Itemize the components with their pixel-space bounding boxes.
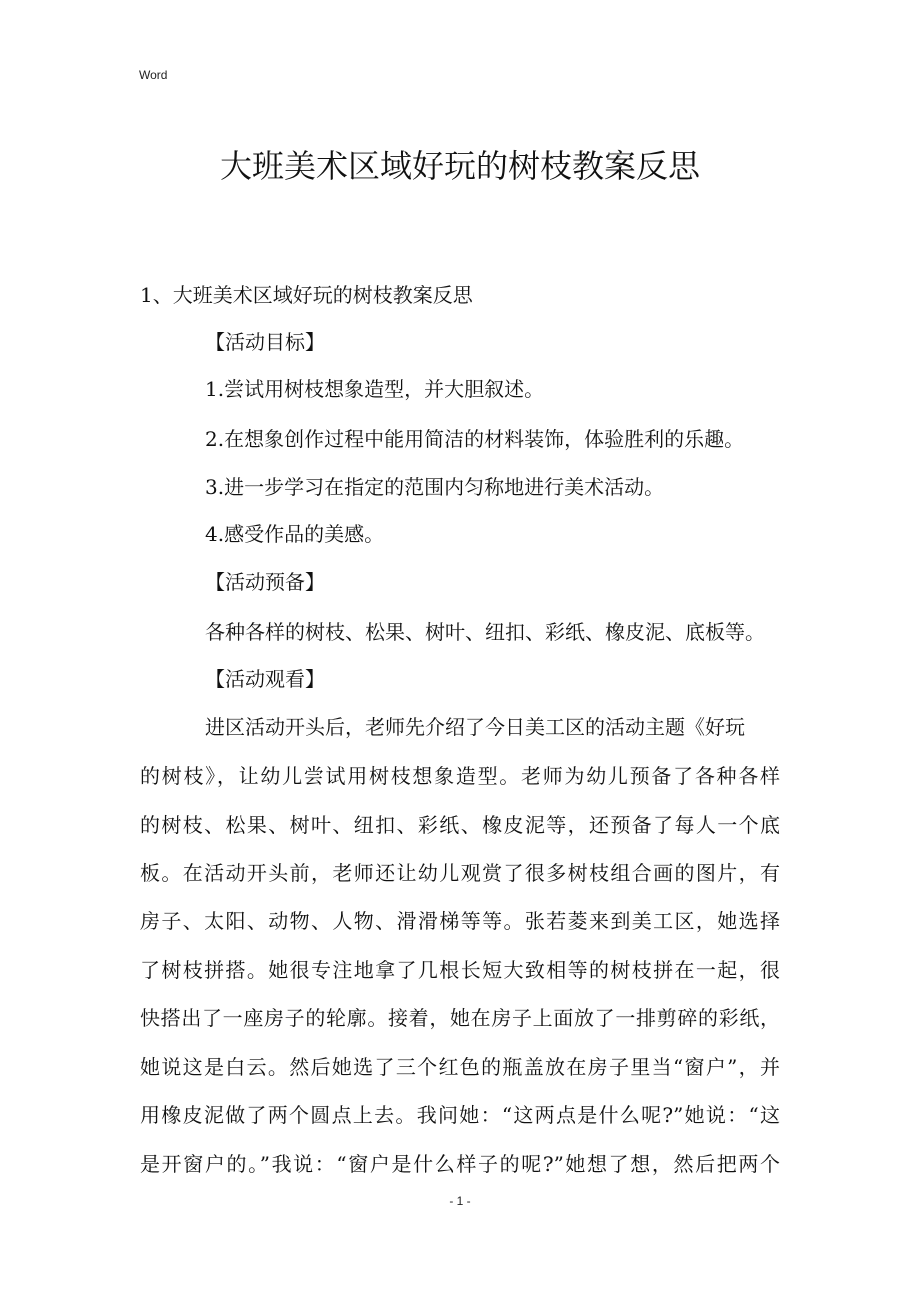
observe-line: 的树枝》，让幼儿尝试用树枝想象造型。老师为幼儿预备了各种各样 xyxy=(140,764,780,788)
section-heading: 1、大班美术区域好玩的树枝教案反思 xyxy=(140,283,473,307)
goals-heading: 【活动目标】 xyxy=(205,330,325,354)
observe-line: 快搭出了一座房子的轮廓。接着，她在房子上面放了一排剪碎的彩纸， xyxy=(140,1006,780,1030)
goal-item: 2.在想象创作过程中能用简洁的材料装饰，体验胜利的乐趣。 xyxy=(205,427,745,451)
document-title: 大班美术区域好玩的树枝教案反思 xyxy=(219,147,700,185)
observe-line: 她说这是白云。然后她选了三个红色的瓶盖放在房子里当“窗户”，并 xyxy=(140,1055,780,1079)
prep-heading: 【活动预备】 xyxy=(205,570,325,594)
observe-line: 板。在活动开头前，老师还让幼儿观赏了很多树枝组合画的图片，有 xyxy=(140,861,780,885)
observe-line: 用橡皮泥做了两个圆点上去。我问她：“这两点是什么呢?”她说：“这 xyxy=(140,1103,780,1127)
observe-line: 是开窗户的。”我说：“窗户是什么样子的呢?”她想了想，然后把两个 xyxy=(140,1152,780,1176)
prep-text: 各种各样的树枝、松果、树叶、纽扣、彩纸、橡皮泥、底板等。 xyxy=(205,620,765,644)
observe-line: 进区活动开头后，老师先介绍了今日美工区的活动主题《好玩 xyxy=(205,715,745,739)
goal-item: 4.感受作品的美感。 xyxy=(205,522,385,546)
goal-item: 1.尝试用树枝想象造型，并大胆叙述。 xyxy=(205,377,545,401)
observe-heading: 【活动观看】 xyxy=(205,667,325,691)
goal-item: 3.进一步学习在指定的范围内匀称地进行美术活动。 xyxy=(205,475,665,499)
header-label: Word xyxy=(139,68,168,82)
observe-line: 的树枝、松果、树叶、纽扣、彩纸、橡皮泥等，还预备了每人一个底 xyxy=(140,813,780,837)
observe-line: 了树枝拼搭。她很专注地拿了几根长短大致相等的树枝拼在一起，很 xyxy=(140,958,780,982)
observe-line: 房子、太阳、动物、人物、滑滑梯等等。张若菱来到美工区，她选择 xyxy=(140,909,780,933)
page-number: - 1 - xyxy=(449,1194,471,1208)
